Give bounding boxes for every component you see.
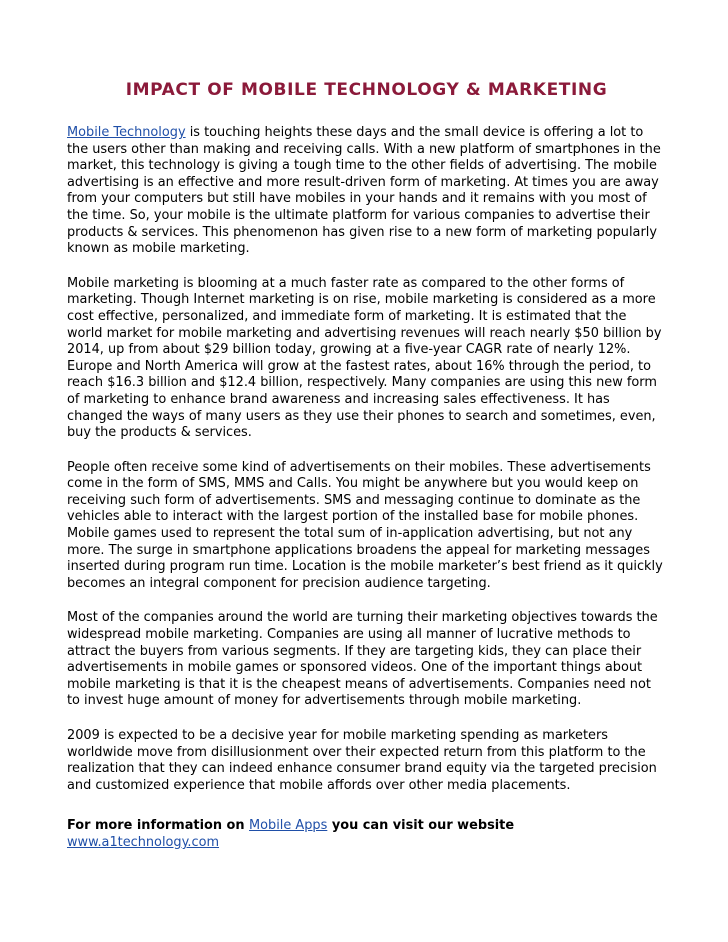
page-title: IMPACT OF MOBILE TECHNOLOGY & MARKETING [125,80,608,100]
paragraph-1 [67,125,666,258]
website-link[interactable]: www.a1technology.com [67,834,220,850]
footer-suffix: you can visit our website [327,818,515,834]
paragraph-4: Most of the companies around the world are turning their marketing objectives towards the widespread mobile marketing. Companies are using all manner of lucrative methods to attract the buyers from various segments. If they are targeting kids, they can place their advertisements in mobile games or sponsored videos. One of the important things about mobile marketing is that it is the cheapest means of advertisements. Companies need not to invest huge amount of money for advertisements through mobile marketing. [67,610,658,709]
footer-prefix: For more information on [67,818,250,834]
footer-info [67,818,666,851]
mobile-apps-link[interactable]: Mobile Apps [249,818,328,834]
paragraph-5: 2009 is expected to be a decisive year for mobile marketing spending as marketers worldwide move from disillusionment over their expected return from this platform to the realization that they can indeed enhance consumer brand equity via the targeted precision and customized experience that mobile affords over other media placements. [67,728,657,793]
paragraph-1-text: is touching heights these days and the small device is offering a lot to the users other than making and receiving calls. With a new platform of smartphones in the market, this technology is giving a tough time to the other fields of advertising. The mobile advertising is an effective and more result-driven form of marketing. At times you are away from your computers but still have mobiles in your hands and it remains with you most of the time. So, your mobile is the ultimate platform for various companies to advertise their products & services. This phenomenon has given rise to a new form of marketing popularly known as mobile marketing. [67,125,661,257]
mobile-technology-link[interactable]: Mobile Technology [67,125,186,140]
paragraph-2: Mobile marketing is blooming at a much faster rate as compared to the other forms of marketing. Though Internet marketing is on rise, mobile marketing is considered as a more cost effective, personalized, and immediate form of marketing. It is estimated that the world market for mobile marketing and advertising revenues will reach nearly $50 billion by 2014, up from about $29 billion today, growing at a five-year CAGR rate of nearly 12%. Europe and North America will grow at the fastest rates, about 16% through the period, to reach $16.3 billion and $12.4 billion, respectively. Many companies are using this new form of marketing to enhance brand awareness and increasing sales effectiveness. It has changed the ways of many users as they use their phones to search and sometimes, even, buy the products & services. [67,275,662,441]
paragraph-3: People often receive some kind of advertisements on their mobiles. These advertisements come in the form of SMS, MMS and Calls. You might be anywhere but you would keep on receiving such form of advertisements. SMS and messaging continue to dominate as the vehicles able to interact with the largest portion of the installed base for mobile phones. Mobile games used to represent the total sum of in-application advertising, but not any more. The surge in smartphone applications broadens the appeal for marketing messages inserted during program run time. Location is the mobile marketer’s best friend as it quickly becomes an integral component for precision audience targeting. [67,459,663,591]
